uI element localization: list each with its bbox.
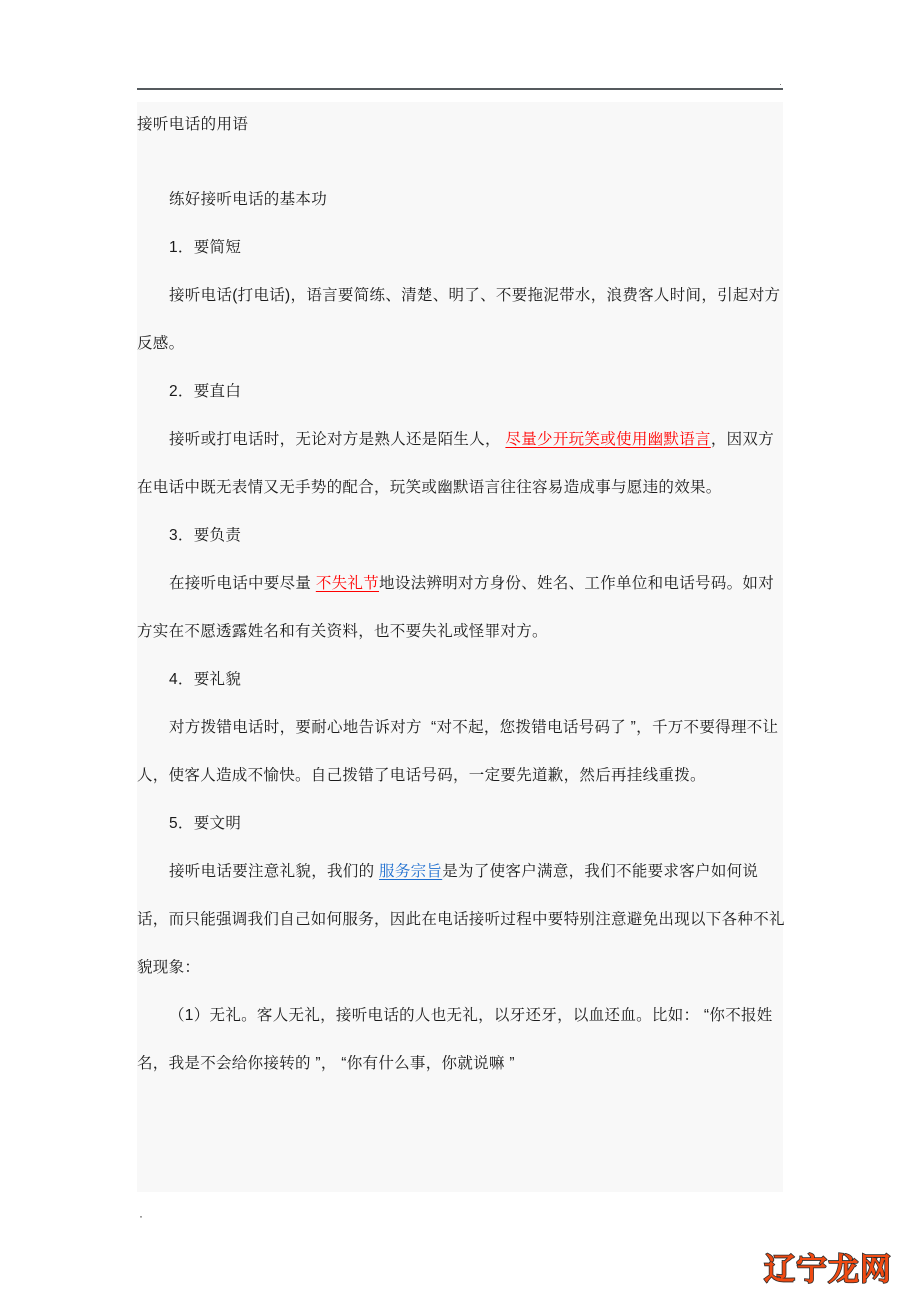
section-heading-2: 2．要直白 <box>169 383 242 400</box>
section-text-2-before: 接听或打电话时，无论对方是熟人还是陌生人， <box>169 431 506 448</box>
service-principle-link[interactable]: 服务宗旨 <box>379 863 443 880</box>
page-header <box>137 80 783 94</box>
document-subtitle: 练好接听电话的基本功 <box>169 191 328 208</box>
site-watermark-logo: 辽宁龙网 <box>764 1252 892 1288</box>
title-spacer <box>137 142 787 176</box>
section-text-5-after: 是为了使客户满意，我们不能要求客户如何说话，而只能强调我们自己如何服务，因此在电话接听过程中要特别注意避免出现以下各种不礼貌现象： <box>137 863 785 976</box>
section-heading-5: 5．要文明 <box>169 815 242 832</box>
emphasis-red-3: 不失礼节 <box>315 575 380 592</box>
section-text-4: 对方拨错电话时，要耐心地告诉对方 “对不起，您拨错电话号码了 ”，千万不要得理不让人，使客人造成不愉快。自己拨错了电话号码，一定要先道歉，然后再挂线重拨。 <box>137 719 779 784</box>
header-mark: · <box>779 79 782 89</box>
section-body-1 <box>137 272 787 368</box>
footer-mark: · <box>139 1209 143 1223</box>
section-body-3 <box>137 560 787 656</box>
page-title: 接听电话的用语 <box>137 116 249 133</box>
section-body-5 <box>137 848 787 992</box>
section-body-2 <box>137 416 787 512</box>
section-heading-1: 1．要简短 <box>169 239 242 256</box>
section-text-5-before: 接听电话要注意礼貌，我们的 <box>169 863 380 880</box>
closing-paragraph: （1）无礼。客人无礼，接听电话的人也无礼，以牙还牙，以血还血。比如： “你不报姓名，我是不会给你接转的 ”， “你有什么事，你就说嘛 ” <box>137 1007 773 1072</box>
section-text-1: 接听电话(打电话)，语言要简练、清楚、明了、不要拖泥带水，浪费客人时间，引起对方反感。 <box>137 287 781 352</box>
section-body-4 <box>137 704 787 800</box>
section-heading-3: 3．要负责 <box>169 527 242 544</box>
section-text-3-before: 在接听电话中要尽量 <box>169 575 316 592</box>
header-divider <box>137 88 783 90</box>
section-text-2-after: ，因双方在电话中既无表情又无手势的配合，玩笑或幽默语言往往容易造成事与愿违的效果。 <box>137 431 775 496</box>
emphasis-red-2: 尽量少开玩笑或使用幽默语言 <box>505 431 711 448</box>
section-text-3-after: 地设法辨明对方身份、姓名、工作单位和电话号码。如对方实在不愿透露姓名和有关资料，也不要失礼或怪罪对方。 <box>137 575 775 640</box>
document-body <box>137 108 787 1088</box>
section-heading-4: 4．要礼貌 <box>169 671 242 688</box>
